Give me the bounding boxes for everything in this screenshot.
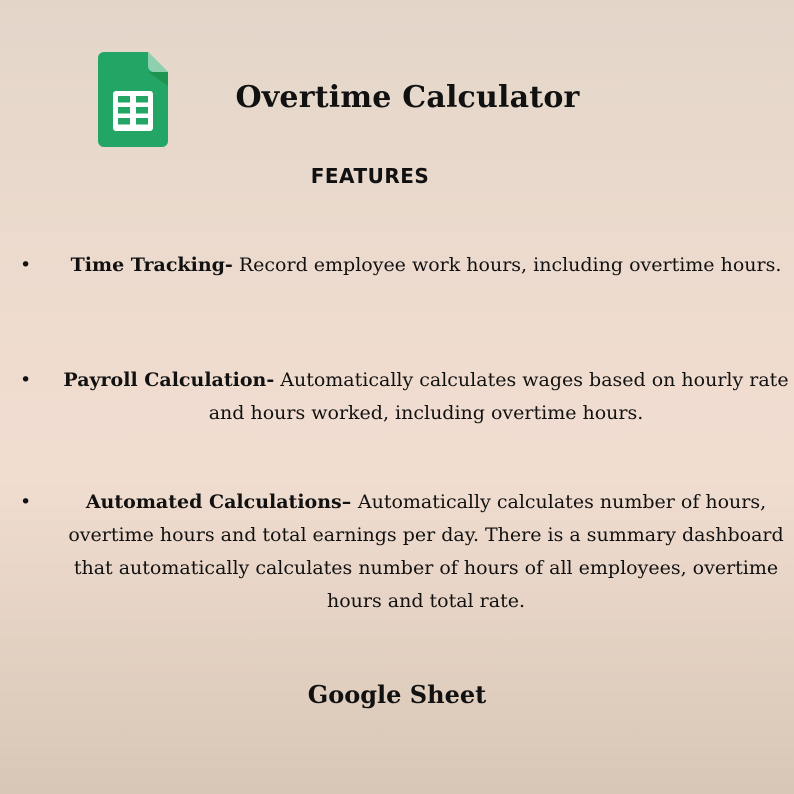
feature-description: Automatically calculates wages based on hourly rate and hours worked, including overtime hours. [208, 369, 789, 424]
bullet-icon: • [20, 254, 32, 276]
feature-name: Time Tracking- [70, 254, 233, 276]
page-title: Overtime Calculator [235, 80, 580, 115]
feature-text [58, 249, 794, 282]
feature-name: Payroll Calculation- [63, 369, 275, 391]
features-heading: FEATURES [310, 164, 430, 188]
google-sheets-icon [98, 52, 168, 147]
bullet-icon: • [20, 491, 32, 513]
feature-description: Record employee work hours, including overtime hours. [232, 254, 782, 276]
bullet-icon: • [20, 369, 32, 391]
feature-text [58, 486, 794, 618]
feature-item-time-tracking [20, 249, 794, 282]
feature-item-payroll-calculation [20, 364, 794, 430]
feature-description: Automatically calculates number of hours, overtime hours and total earnings per day. There is a summary dashboard that automatically calculates number of hours of all employees, overtime hours and total rate. [68, 491, 784, 612]
feature-item-automated-calculations [20, 486, 794, 618]
feature-text [58, 364, 794, 430]
footer-label: Google Sheet [307, 680, 487, 709]
feature-name: Automated Calculations– [85, 491, 358, 513]
